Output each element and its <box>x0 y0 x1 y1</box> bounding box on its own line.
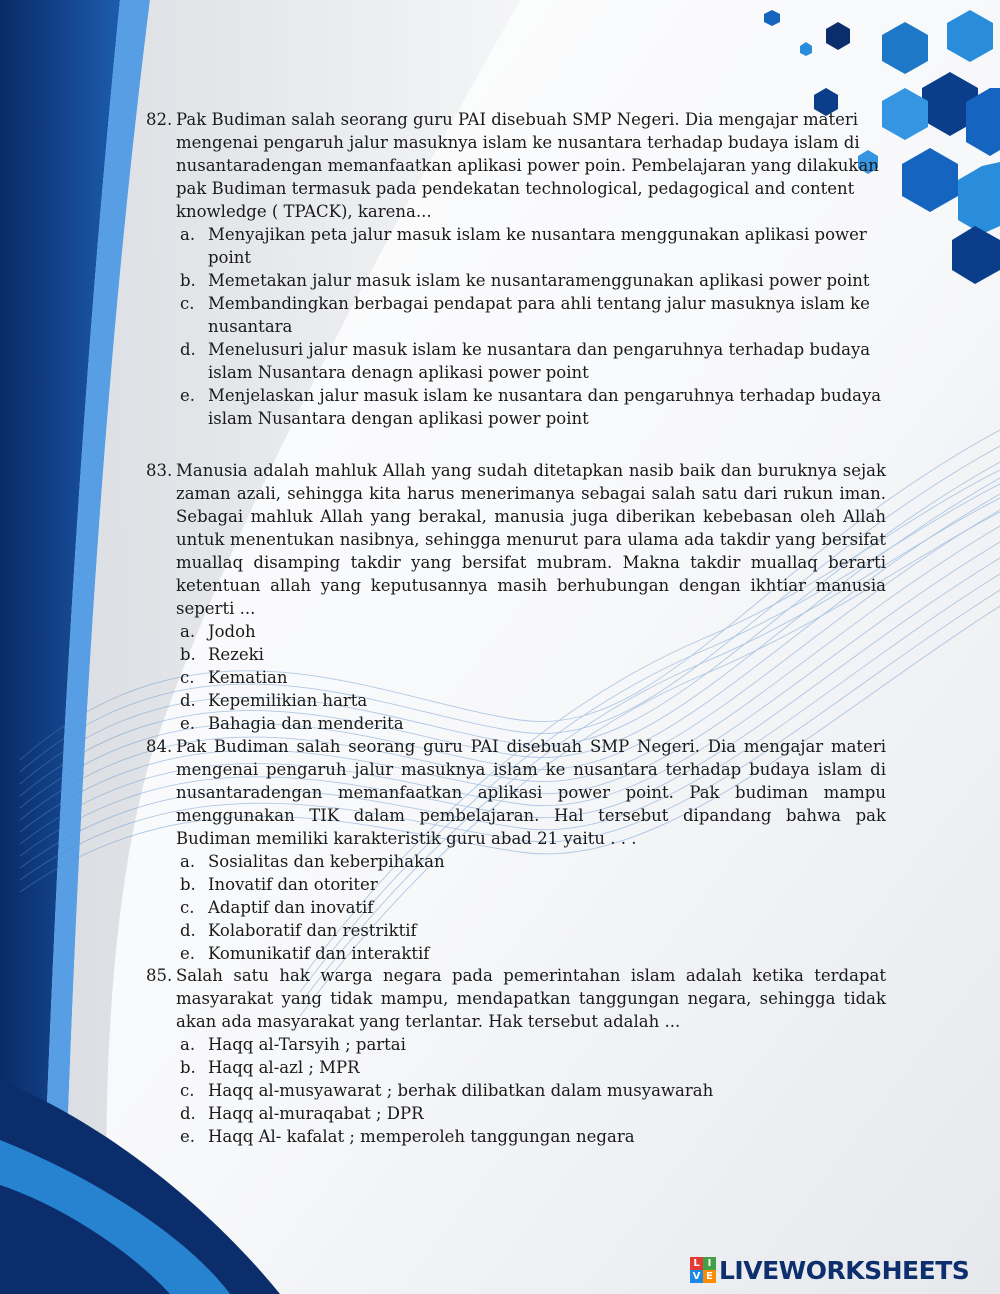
question-85 <box>146 964 886 1148</box>
option-list <box>146 1033 886 1148</box>
question-stem: Manusia adalah mahluk Allah yang sudah ditetapkan nasib baik dan buruknya sejak zaman azali, sehingga kita harus menerimanya sebagai salah satu dari rukun iman. Sebagai mahluk Allah yang berakal, manusia juga diberikan kebebasan oleh Allah untuk menentukan nasibnya, sehingga menurut para ulama ada takdir yang bersifat muallaq disamping takdir yang bersifat mubram. Makna takdir muallaq berarti ketentuan allah yang keputusannya masih berhubungan dengan ikhtiar manusia seperti ... <box>176 461 886 618</box>
option-text: Jodoh <box>208 622 256 641</box>
option-list <box>146 223 886 430</box>
option-b[interactable]: b. Memetakan jalur masuk islam ke nusantaramenggunakan aplikasi power point <box>180 271 870 290</box>
option-text: Sosialitas dan keberpihakan <box>208 852 445 871</box>
option-a[interactable]: a. Jodoh <box>180 622 256 641</box>
option-e[interactable]: e. Komunikatif dan interaktif <box>180 944 430 963</box>
liveworksheets-logo-text: LIVEWORKSHEETS <box>719 1255 970 1285</box>
question-stem: Pak Budiman salah seorang guru PAI disebuah SMP Negeri. Dia mengajar materi mengenai pengaruh jalur masuknya islam ke nusantara terhadap budaya islam di nusantaradengan memanfaatkan aplikasi power point. Pak budiman mampu menggunakan TIK dalam pembelajaran. Hal tersebut dipandang bahwa pak Budiman memiliki karakteristik guru abad 21 yaitu . . . <box>176 737 886 848</box>
question-number: 85. <box>146 966 173 985</box>
option-e[interactable]: e. Bahagia dan menderita <box>180 714 404 733</box>
option-text: Haqq Al- kafalat ; memperoleh tanggungan negara <box>208 1127 635 1146</box>
option-text: Haqq al-Tarsyih ; partai <box>208 1035 406 1054</box>
question-83 <box>146 459 886 735</box>
option-b[interactable]: b. Rezeki <box>180 645 264 664</box>
option-text: Menyajikan peta jalur masuk islam ke nusantara menggunakan aplikasi power point <box>208 225 867 267</box>
option-text: Menjelaskan jalur masuk islam ke nusantara dan pengaruhnya terhadap budaya islam Nusantara dengan aplikasi power point <box>208 386 882 428</box>
question-82 <box>146 108 886 430</box>
option-text: Memetakan jalur masuk islam ke nusantaramenggunakan aplikasi power point <box>208 271 870 290</box>
option-c[interactable]: c. Haqq al-musyawarat ; berhak dilibatkan dalam musyawarah <box>180 1081 714 1100</box>
option-a[interactable]: a. Haqq al-Tarsyih ; partai <box>180 1035 406 1054</box>
option-list <box>146 620 886 735</box>
liveworksheets-logo[interactable] <box>690 1254 969 1286</box>
option-text: Haqq al-azl ; MPR <box>208 1058 360 1077</box>
option-text: Bahagia dan menderita <box>208 714 404 733</box>
liveworksheets-logo-icon: L I V E <box>690 1257 716 1283</box>
option-d[interactable]: d. Kepemilikian harta <box>180 691 368 710</box>
question-number: 82. <box>146 110 173 129</box>
option-a[interactable]: a. Sosialitas dan keberpihakan <box>180 852 445 871</box>
option-text: Kolaboratif dan restriktif <box>208 921 417 940</box>
option-d[interactable]: d. Kolaboratif dan restriktif <box>180 921 417 940</box>
option-e[interactable]: e. Menjelaskan jalur masuk islam ke nusantara dan pengaruhnya terhadap budaya islam Nusantara dengan aplikasi power point <box>180 386 882 428</box>
option-text: Haqq al-musyawarat ; berhak dilibatkan dalam musyawarah <box>208 1081 714 1100</box>
option-b[interactable]: b. Inovatif dan otoriter <box>180 875 378 894</box>
question-stem: Pak Budiman salah seorang guru PAI disebuah SMP Negeri. Dia mengajar materi mengenai pengaruh jalur masuknya islam ke nusantara terhadap budaya islam di nusantaradengan memanfaatkan aplikasi power poin. Pembelajaran yang dilakukan pak Budiman termasuk pada pendekatan technological, pedagogical and content knowledge ( TPACK), karena... <box>176 110 879 221</box>
option-b[interactable]: b. Haqq al-azl ; MPR <box>180 1058 360 1077</box>
option-text: Menelusuri jalur masuk islam ke nusantara dan pengaruhnya terhadap budaya islam Nusantara denagn aplikasi power point <box>208 340 871 382</box>
option-d[interactable]: d. Menelusuri jalur masuk islam ke nusantara dan pengaruhnya terhadap budaya islam Nusantara denagn aplikasi power point <box>180 340 871 382</box>
option-e[interactable]: e. Haqq Al- kafalat ; memperoleh tanggungan negara <box>180 1127 635 1146</box>
option-c[interactable]: c. Membandingkan berbagai pendapat para ahli tentang jalur masuknya islam ke nusantara <box>180 294 870 336</box>
option-list <box>146 850 886 965</box>
option-c[interactable]: c. Kematian <box>180 668 288 687</box>
option-a[interactable]: a. Menyajikan peta jalur masuk islam ke nusantara menggunakan aplikasi power point <box>180 225 867 267</box>
option-text: Inovatif dan otoriter <box>208 875 378 894</box>
question-84 <box>146 735 886 965</box>
option-text: Kepemilikian harta <box>208 691 368 710</box>
option-text: Komunikatif dan interaktif <box>208 944 430 963</box>
option-text: Rezeki <box>208 645 264 664</box>
question-number: 83. <box>146 461 173 480</box>
option-text: Membandingkan berbagai pendapat para ahli tentang jalur masuknya islam ke nusantara <box>208 294 870 336</box>
question-number: 84. <box>146 737 173 756</box>
option-text: Kematian <box>208 668 288 687</box>
option-text: Haqq al-muraqabat ; DPR <box>208 1104 424 1123</box>
option-text: Adaptif dan inovatif <box>208 898 374 917</box>
question-stem: Salah satu hak warga negara pada pemerintahan islam adalah ketika terdapat masyarakat yang tidak mampu, mendapatkan tanggungan negara, sehingga tidak akan ada masyarakat yang terlantar. Hak tersebut adalah ... <box>176 966 886 1031</box>
option-d[interactable]: d. Haqq al-muraqabat ; DPR <box>180 1104 424 1123</box>
option-c[interactable]: c. Adaptif dan inovatif <box>180 898 374 917</box>
